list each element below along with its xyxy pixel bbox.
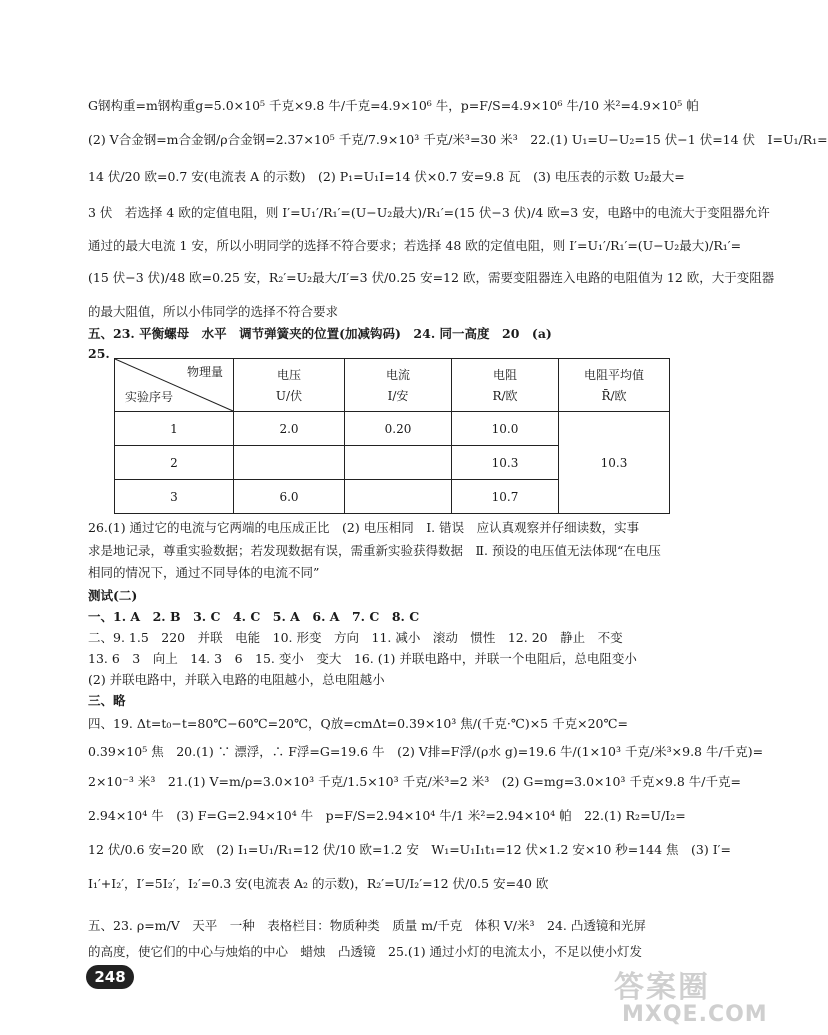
header-name: 电阻	[492, 368, 517, 382]
header-unit: U/伏	[275, 389, 303, 403]
section-title: 测试(二)	[88, 588, 138, 603]
watermark-url: MXQE.COM	[622, 1002, 768, 1027]
header-unit: R̄/欧	[601, 389, 627, 403]
text-line: 通过的最大电流 1 安，所以小明同学的选择不符合要求；若选择 48 欧的定值电阻，则 I′=U₁′/R₁′=(U−U₂最大)/R₁′=	[88, 238, 742, 253]
header-cell	[452, 359, 559, 412]
voltage-cell: 2.0	[234, 412, 345, 446]
current-cell: 0.20	[345, 412, 452, 446]
question-number: 25.	[88, 346, 110, 361]
text-line: 12 伏/0.6 安=20 欧 (2) I₁=U₁/R₁=12 伏/10 欧=1.2 安 W₁=U₁I₁t₁=12 伏×1.2 安×10 秒=144 焦 (3) I′=	[88, 842, 731, 857]
text-line: 求是地记录，尊重实验数据；若发现数据有误，需重新实验获得数据 Ⅱ. 预设的电压值无法体现“在电压	[88, 543, 661, 558]
header-unit: I/安	[387, 389, 409, 403]
text-line: 一、1. A 2. B 3. C 4. C 5. A 6. A 7. C 8. C	[88, 609, 420, 624]
text-line: I₁′+I₂′，I′=5I₂′，I₂′=0.3 安(电流表 A₂ 的示数)，R₂′=U/I₂′=12 伏/0.5 安=40 欧	[88, 876, 549, 891]
table-row	[115, 412, 670, 446]
header-name: 电压	[276, 368, 301, 382]
text-line: (2) V合金钢=m合金钢/ρ合金钢=2.37×10⁵ 千克/7.9×10³ 千克/米³=30 米³ 22.(1) U₁=U−U₂=15 伏−1 伏=14 伏 I=U₁/R₁=	[88, 132, 828, 147]
voltage-cell	[234, 446, 345, 480]
text-line: 2.94×10⁴ 牛 (3) F=G=2.94×10⁴ 牛 p=F/S=2.94×10⁴ 牛/1 米²=2.94×10⁴ 帕 22.(1) R₂=U/I₂=	[88, 808, 686, 823]
data-table	[114, 358, 670, 514]
text-line: (15 伏−3 伏)/48 欧=0.25 安，R₂′=U₂最大/I′=3 伏/0.25 安=12 欧，需要变阻器连入电路的电阻值为 12 欧，大于变阻器	[88, 270, 775, 285]
voltage-cell: 6.0	[234, 480, 345, 514]
resistance-cell: 10.3	[452, 446, 559, 480]
text-line: 的最大阻值，所以小伟同学的选择不符合要求	[88, 304, 339, 319]
text-line: 三、略	[88, 693, 126, 708]
row-number: 2	[115, 446, 234, 480]
header-cell	[234, 359, 345, 412]
current-cell	[345, 446, 452, 480]
text-line: 13. 6 3 向上 14. 3 6 15. 变小 变大 16. (1) 并联电路中，并联一个电阻后，总电阻变小	[88, 651, 637, 666]
watermark-logo	[600, 962, 768, 1030]
diag-top-label: 物理量	[186, 365, 223, 379]
text-line: 五、23. ρ=m/V 天平 一种 表格栏目：物质种类 质量 m/千克 体积 V/米³ 24. 凸透镜和光屏	[88, 918, 646, 933]
text-line: 3 伏 若选择 4 欧的定值电阻，则 I′=U₁′/R₁′=(U−U₂最大)/R₁′=(15 伏−3 伏)/4 欧=3 安，电路中的电流大于变阻器允许	[88, 205, 770, 220]
resistance-cell: 10.0	[452, 412, 559, 446]
header-cell	[345, 359, 452, 412]
header-name: 电阻平均值	[583, 368, 644, 382]
page-number: 248	[86, 965, 134, 989]
text-line: 五、23. 平衡螺母 水平 调节弹簧夹的位置(加减钩码) 24. 同一高度 20 (a)	[88, 326, 552, 341]
resistance-cell: 10.7	[452, 480, 559, 514]
watermark-text: 答案圈	[614, 970, 710, 1005]
diag-bottom-label: 实验序号	[125, 390, 174, 404]
header-cell	[559, 359, 670, 412]
row-number: 1	[115, 412, 234, 446]
header-unit: R/欧	[492, 389, 518, 403]
text-line: 四、19. Δt=t₀−t=80℃−60℃=20℃，Q放=cmΔt=0.39×10³ 焦/(千克·℃)×5 千克×20℃=	[88, 716, 628, 731]
row-number: 3	[115, 480, 234, 514]
text-line: 二、9. 1.5 220 并联 电能 10. 形变 方向 11. 减小 滚动 惯性 12. 20 静止 不变	[88, 630, 623, 645]
current-cell	[345, 480, 452, 514]
text-line: 0.39×10⁵ 焦 20.(1) ∵ 漂浮，∴ F浮=G=19.6 牛 (2) V排=F浮/(ρ水 g)=19.6 牛/(1×10³ 千克/米³×9.8 牛/千克)=	[88, 744, 764, 759]
text-line: 14 伏/20 欧=0.7 安(电流表 A 的示数) (2) P₁=U₁I=14 伏×0.7 安=9.8 瓦 (3) 电压表的示数 U₂最大=	[88, 169, 685, 184]
header-name: 电流	[385, 368, 410, 382]
text-line: G钢构重=m钢构重g=5.0×10⁵ 千克×9.8 牛/千克=4.9×10⁶ 牛，p=F/S=4.9×10⁶ 牛/10 米²=4.9×10⁵ 帕	[88, 98, 699, 113]
text-line: 2×10⁻³ 米³ 21.(1) V=m/ρ=3.0×10³ 千克/1.5×10³ 千克/米³=2 米³ (2) G=mg=3.0×10³ 千克×9.8 牛/千克=	[88, 774, 741, 789]
text-line: (2) 并联电路中，并联入电路的电阻越小，总电阻越小	[88, 672, 385, 687]
average-cell: 10.3	[559, 412, 670, 514]
text-line: 的高度，使它们的中心与烛焰的中心 蜡烛 凸透镜 25.(1) 通过小灯的电流太小，不足以使小灯发	[88, 944, 643, 959]
text-line: 26.(1) 通过它的电流与它两端的电压成正比 (2) 电压相同 Ⅰ. 错误 应认真观察并仔细读数，实事	[88, 520, 640, 535]
text-line: 相同的情况下，通过不同导体的电流不同”	[88, 565, 320, 580]
diagonal-header-cell	[115, 359, 234, 412]
